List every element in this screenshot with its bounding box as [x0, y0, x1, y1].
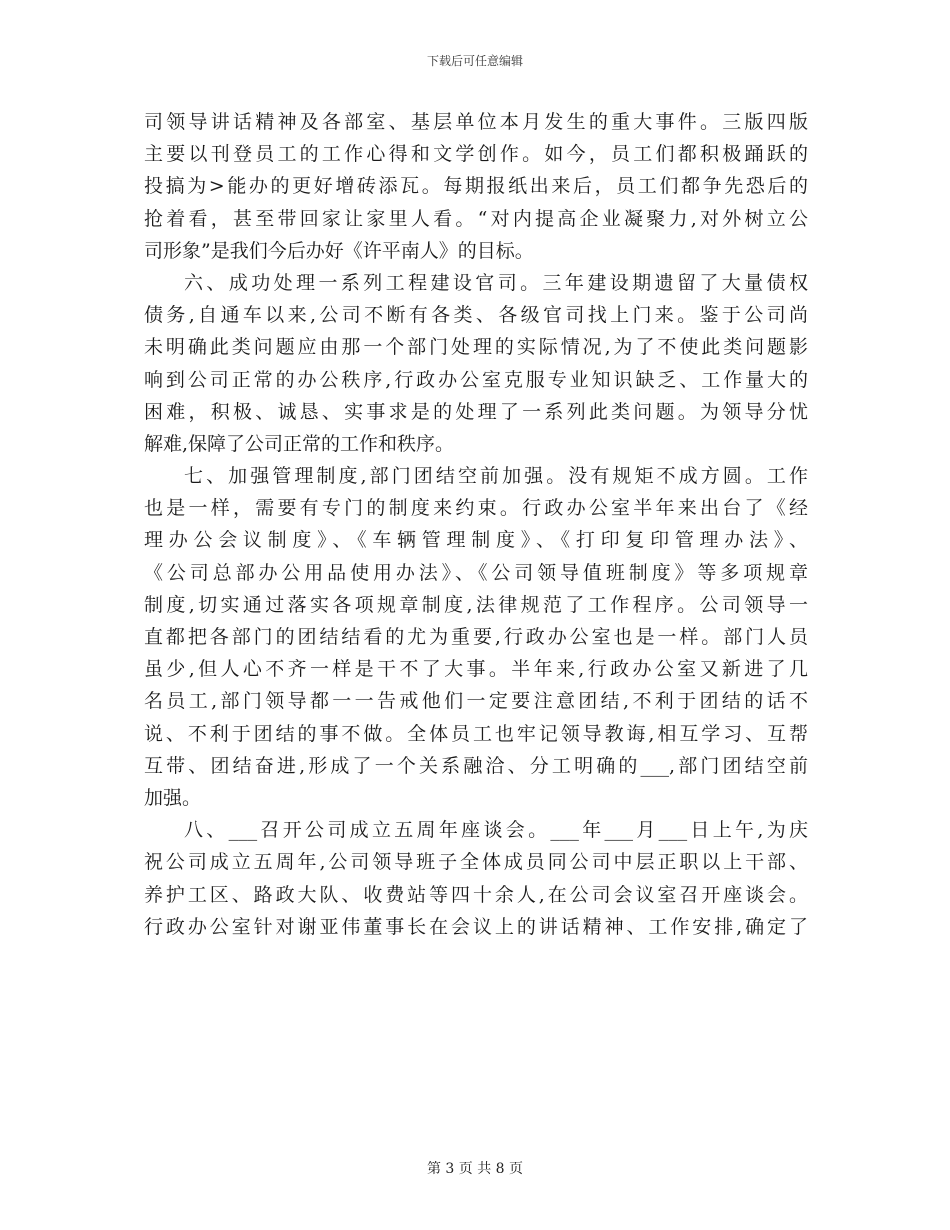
text-line: 也是一样，需要有专门的制度来约束。行政办公室半年来出台了《经 — [144, 497, 808, 520]
text-line: 主要以刊登员工的工作心得和文学创作。如今，员工们都积极踊跃的 — [144, 143, 808, 166]
text-line: 祝公司成立五周年,公司领导班子全体成员同公司中层正职以上干部、 — [144, 851, 808, 874]
text-line: 说、不利于团结的事不做。全体员工也牢记领导教诲,相互学习、互帮 — [144, 722, 808, 745]
text-line: 制度,切实通过落实各项规章制度,法律规范了工作程序。公司领导一 — [144, 593, 808, 616]
page-number-footer: 第 3 页 共 8 页 — [426, 1161, 524, 1177]
text-line: 六、成功处理一系列工程建设官司。三年建设期遗留了大量债权 — [184, 271, 808, 294]
text-line: 未明确此类问题应由那一个部门处理的实际情况,为了不使此类问题影 — [144, 336, 808, 359]
text-line: 司形象”是我们今后办好《许平南人》的目标。 — [144, 239, 534, 262]
text-line: 解难,保障了公司正常的工作和秩序。 — [144, 432, 455, 455]
text-line: 养护工区、路政大队、收费站等四十余人,在公司会议室召开座谈会。 — [144, 883, 808, 906]
text-line: 响到公司正常的办公秩序,行政办公室克服专业知识缺乏、工作量大的 — [144, 368, 808, 391]
text-line: 理办公会议制度》、《车辆管理制度》、《打印复印管理办法》、 — [144, 529, 808, 552]
text-line: 七、加强管理制度,部门团结空前加强。没有规矩不成方圆。工作 — [184, 465, 808, 488]
text-line: 行政办公室针对谢亚伟董事长在会议上的讲话精神、工作安排,确定了 — [144, 915, 808, 938]
text-line: 困难，积极、诚恳、实事求是的处理了一系列此类问题。为领导分忧 — [144, 400, 808, 423]
text-line: 投搞为>能办的更好增砖添瓦。每期报纸出来后，员工们都争先恐后的 — [144, 175, 808, 198]
text-line: 《公司总部办公用品使用办法》、《公司领导值班制度》等多项规章 — [144, 561, 808, 584]
text-line: 直都把各部门的团结结看的尤为重要,行政办公室也是一样。部门人员 — [144, 626, 808, 648]
text-line: 互带、团结奋进,形成了一个关系融洽、分工明确的___,部门团结空前 — [144, 754, 808, 777]
text-line: 八、___召开公司成立五周年座谈会。___年___月___日上午,为庆 — [184, 819, 808, 842]
text-line: 名员工,部门领导都一一告戒他们一定要注意团结,不利于团结的话不 — [144, 690, 808, 713]
page-header: 下载后可任意编辑 — [426, 54, 523, 68]
document-body — [144, 106, 808, 943]
text-line: 债务,自通车以来,公司不断有各类、各级官司找上门来。鉴于公司尚 — [144, 304, 808, 327]
text-line: 虽少,但人心不齐一样是干不了大事。半年来,行政办公室又新进了几 — [144, 658, 808, 681]
text-line: 司领导讲话精神及各部室、基层单位本月发生的重大事件。三版四版 — [144, 111, 808, 133]
text-line: 加强。 — [144, 786, 202, 809]
text-line: 抢着看，甚至带回家让家里人看。“对内提高企业凝聚力,对外树立公 — [144, 207, 808, 230]
